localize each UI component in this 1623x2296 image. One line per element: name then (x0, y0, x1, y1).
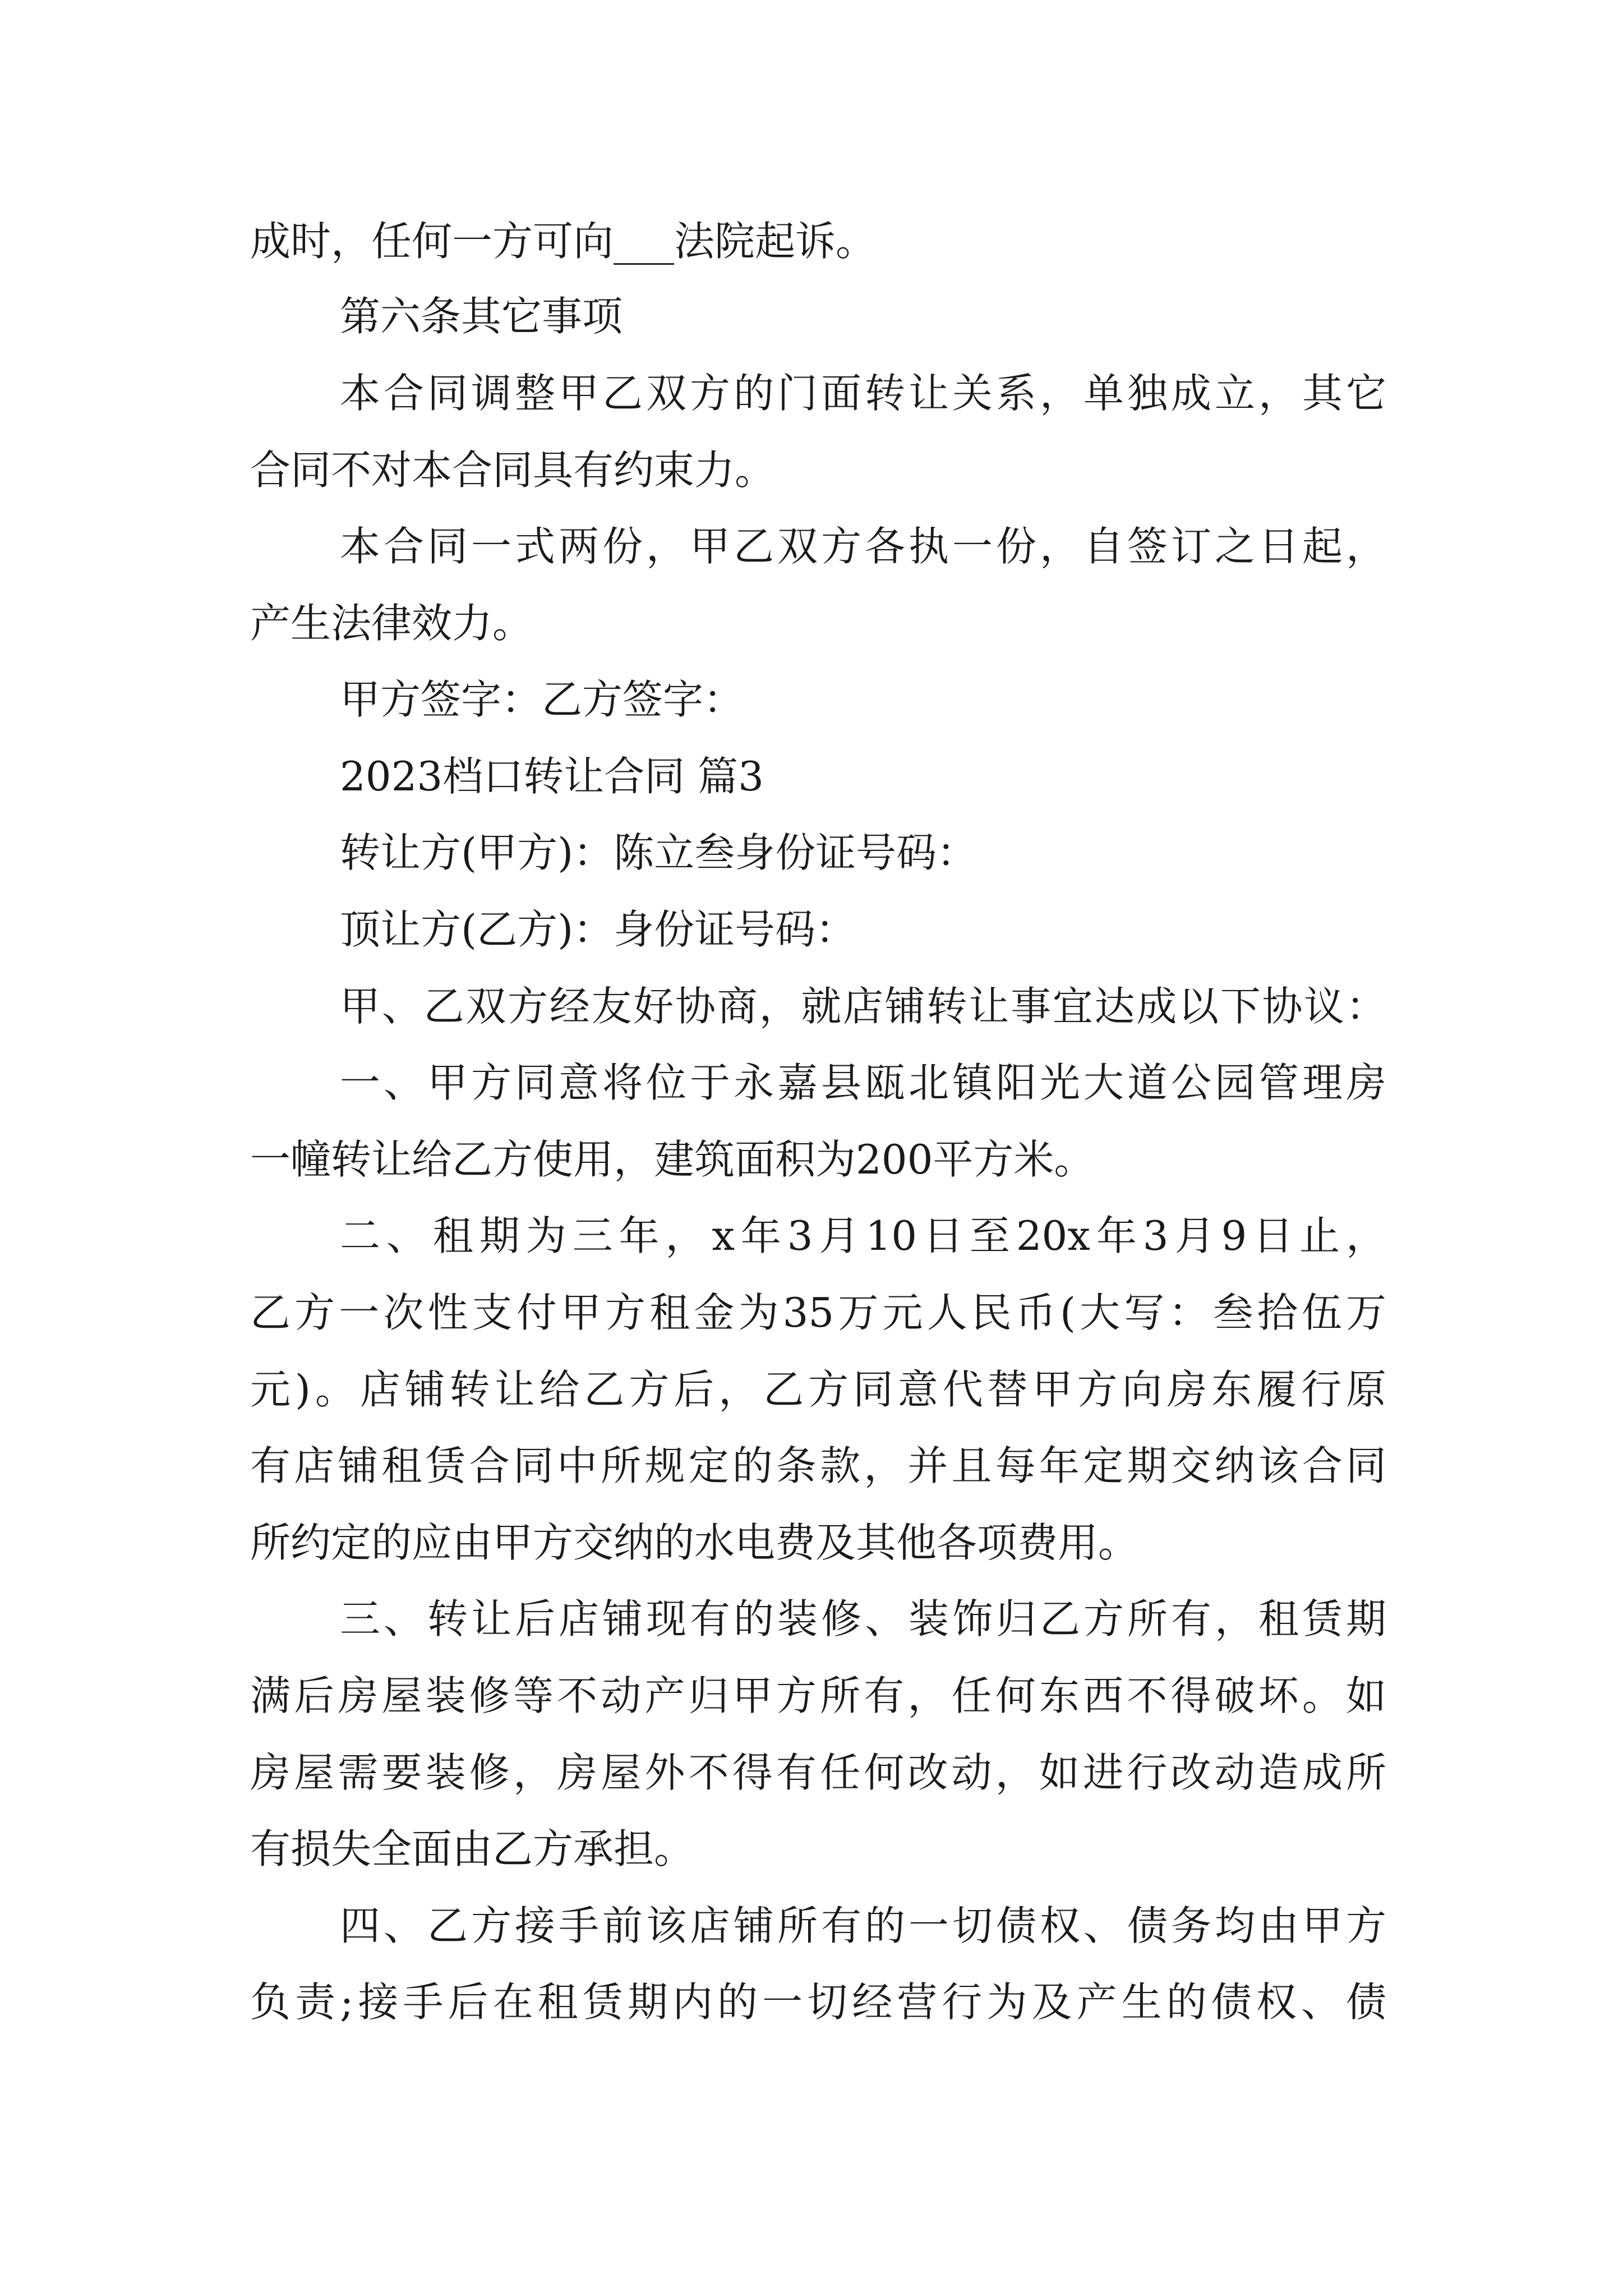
text-line-6: 产生法律效力。 (250, 600, 533, 647)
clause-2-line-4: 有店铺租赁合同中所规定的条款，并且每年定期交纳该合同 (250, 1442, 1386, 1489)
text-line-5: 本合同一式两份，甲乙双方各执一份，自签订之日起， (340, 523, 1386, 570)
contract-title: 2023档口转让合同 篇3 (340, 753, 764, 800)
clause-4-line-1: 四、乙方接手前该店铺所有的一切债权、债务均由甲方 (340, 1902, 1386, 1949)
clause-1-line-2: 一幢转让给乙方使用，建筑面积为200平方米。 (250, 1136, 1095, 1183)
clause-2-line-1: 二、租期为三年，x年3月10日至20x年3月9日止， (340, 1212, 1386, 1259)
clause-3-line-2: 满后房屋装修等不动产归甲方所有，任何东西不得破坏。如 (250, 1672, 1386, 1719)
clause-4-line-2: 负责;接手后在租赁期内的一切经营行为及产生的债权、债 (250, 1978, 1386, 2026)
transferee-line: 顶让方(乙方)：身份证号码： (340, 906, 856, 953)
clause-3-line-4: 有损失全面由乙方承担。 (250, 1825, 695, 1872)
section-heading-article-6: 第六条其它事项 (340, 293, 623, 340)
clause-3-line-3: 房屋需要装修，房屋外不得有任何改动，如进行改动造成所 (250, 1749, 1386, 1796)
transferor-line: 转让方(甲方)：陈立叁身份证号码： (340, 829, 978, 876)
agreement-intro: 甲、乙双方经友好协商，就店铺转让事宜达成以下协议： (340, 983, 1386, 1030)
text-line-3: 本合同调整甲乙双方的门面转让关系，单独成立，其它 (340, 370, 1386, 417)
text-line-4: 合同不对本合同具有约束力。 (250, 447, 776, 494)
clause-2-line-5: 所约定的应由甲方交纳的水电费及其他各项费用。 (250, 1519, 1139, 1566)
clause-1-line-1: 一、甲方同意将位于永嘉县瓯北镇阳光大道公园管理房 (340, 1059, 1386, 1106)
clause-3-line-1: 三、转让后店铺现有的装修、装饰归乙方所有，租赁期 (340, 1595, 1386, 1642)
text-line-1: 成时，任何一方可向___法院起诉。 (250, 218, 877, 265)
signature-line: 甲方签字：乙方签字： (340, 676, 744, 723)
clause-2-line-3: 元)。店铺转让给乙方后，乙方同意代替甲方向房东履行原 (250, 1366, 1386, 1413)
clause-2-line-2: 乙方一次性支付甲方租金为35万元人民币(大写：叁拾伍万 (250, 1289, 1386, 1336)
